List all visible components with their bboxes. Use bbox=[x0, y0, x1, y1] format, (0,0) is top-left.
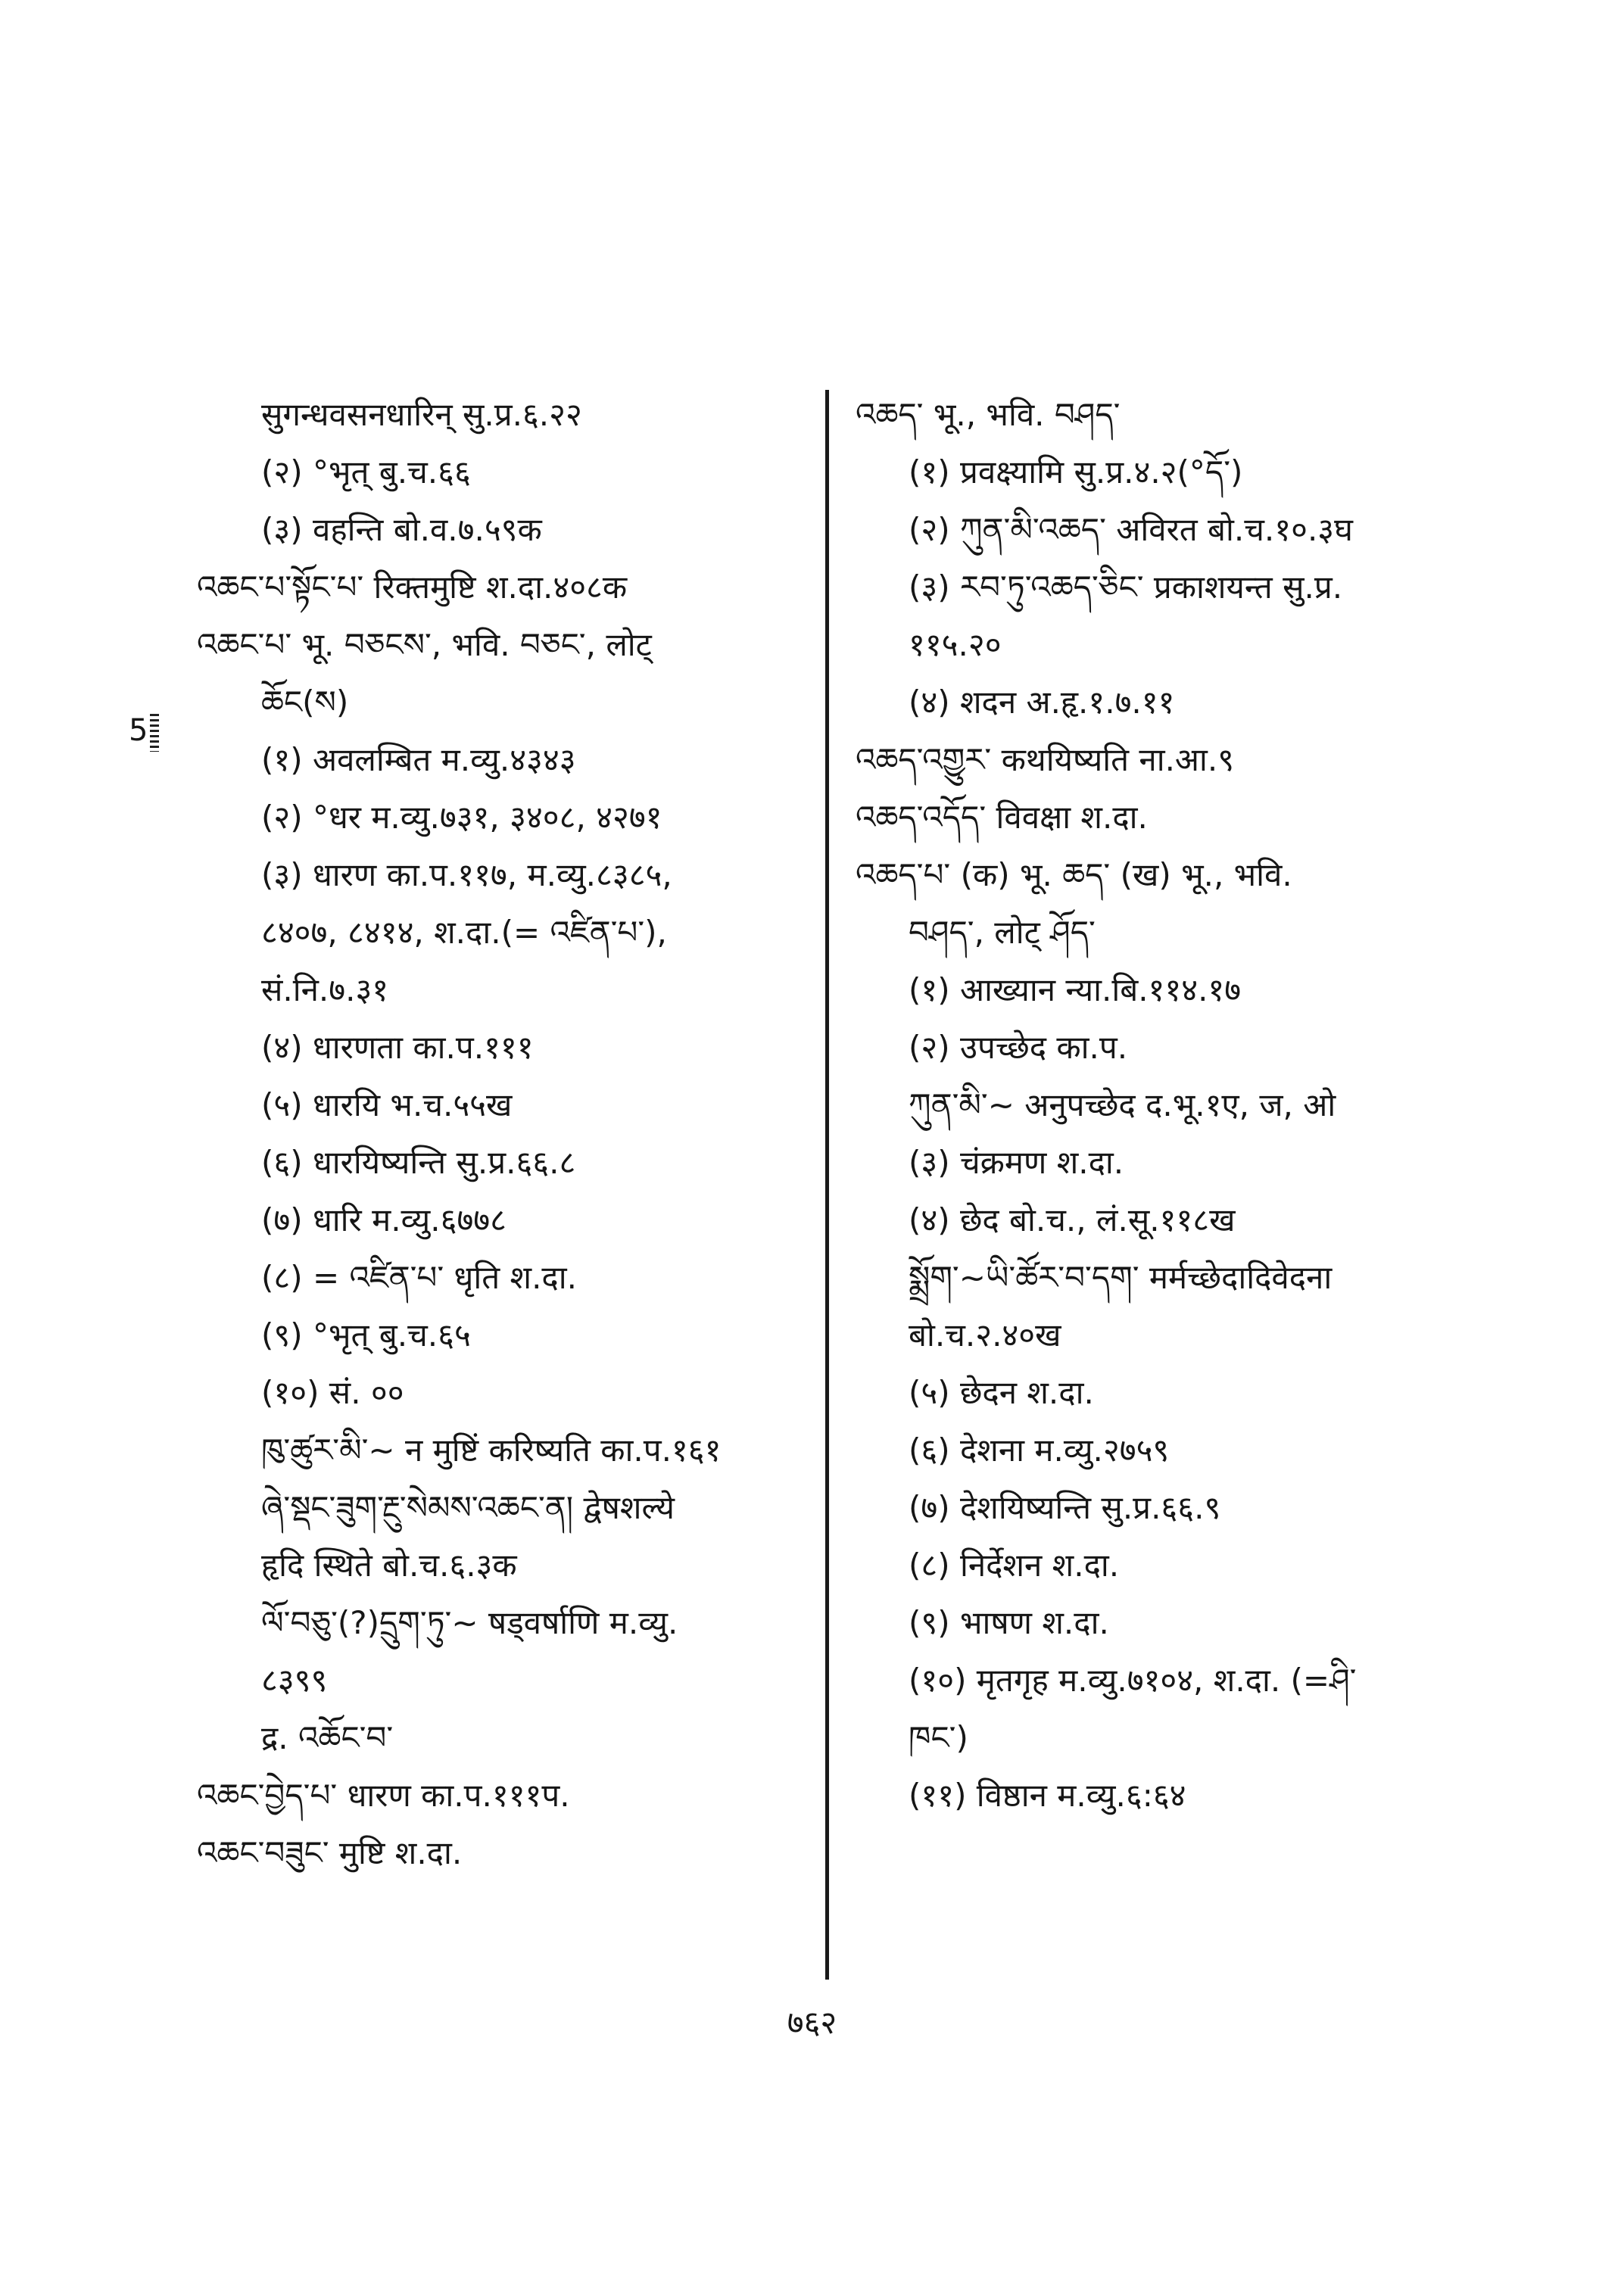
left-column bbox=[197, 386, 803, 1882]
right-column bbox=[856, 386, 1461, 1824]
left-entry-line: (९) °भृत् बु.च.६५ bbox=[261, 1316, 471, 1354]
right-entry-line: (६) देशना म.व्यु.२७५९ bbox=[909, 1432, 1170, 1469]
left-entry-line: འཆང་བཟུང་ मुष्टि श.दा. bbox=[197, 1834, 463, 1871]
right-entry-line: (८) निर्देशन श.दा. bbox=[909, 1547, 1120, 1584]
right-entry-line: (४) छेद बो.च., लं.सू.११८ख bbox=[909, 1201, 1236, 1238]
left-entry-line: (८) = འཛིན་པ་ धृति श.दा. bbox=[261, 1259, 577, 1296]
left-entry-line: (४) धारणता का.प.१११ bbox=[261, 1029, 534, 1066]
left-entry-line: (७) धारि म.व्यु.६७७८ bbox=[261, 1201, 507, 1238]
right-entry-line: (३) चंक्रमण श.दा. bbox=[909, 1144, 1124, 1181]
left-entry-line: (२) °भृत् बु.च.६६ bbox=[261, 453, 471, 491]
left-entry-line: (६) धारयिष्यन्ति सु.प्र.६६.८ bbox=[261, 1144, 576, 1181]
left-entry-line: (३) वहन्ति बो.व.७.५९क bbox=[261, 511, 542, 548]
left-entry-line: सं.नि.७.३१ bbox=[261, 971, 389, 1008]
right-entry-line: (१) प्रवक्ष्यामि सु.प्र.४.२(°དོ་) bbox=[909, 453, 1243, 491]
right-entry-line: (७) देशयिष्यन्ति सु.प्र.६६.९ bbox=[909, 1489, 1221, 1526]
right-entry-line: ཀུན་མི་~ अनुपच्छेद द.भू.१ए, ज, ओ bbox=[909, 1086, 1336, 1123]
left-entry-line: ८३९९ bbox=[261, 1662, 328, 1699]
left-entry-line: द्र. འཆོང་བ་ bbox=[261, 1719, 394, 1756]
left-entry-line: འཆང་བྱེད་པ་ धारण का.प.१११प. bbox=[197, 1777, 570, 1814]
right-entry-line: འཆད་པ་ (क) भू. ཆད་ (ख) भू., भवि. bbox=[856, 856, 1292, 893]
right-entry-line: འཆད་འགྱུར་ कथयिष्यति ना.आ.९ bbox=[856, 741, 1235, 778]
left-entry-line: (१) अवलम्बित म.व्यु.४३४३ bbox=[261, 741, 576, 778]
left-entry-line: འཆང་པ་སྟོང་པ་ रिक्तमुष्टि श.दा.४०८क bbox=[197, 569, 628, 606]
right-entry-line: ཁང་) bbox=[909, 1719, 968, 1756]
right-entry-line: (१०) मृतगृह म.व्यु.७१०४, श.दा. (=ཤི་ bbox=[909, 1662, 1357, 1699]
right-entry-line: (९) भाषण श.दा. bbox=[909, 1604, 1109, 1641]
left-entry-line: ८४०७, ८४१४, श.दा.(= འཛིན་པ་), bbox=[261, 914, 667, 951]
right-entry-line: ११५.२० bbox=[909, 626, 1002, 663]
right-entry-line: འཆད་འདོད་ विवक्षा श.दा. bbox=[856, 799, 1148, 836]
right-entry-line: (३) རབ་ཏུ་འཆད་ཅིང་ प्रकाशयन्त सु.प्र. bbox=[909, 569, 1343, 606]
left-entry-line: ཞེ་སྡང་ཟུག་རྔུ་སེམས་འཆང་ན། द्वेषशल्ये bbox=[261, 1489, 675, 1526]
margin-mark bbox=[129, 708, 159, 756]
left-entry-line: (५) धारयि भ.च.५५ख bbox=[261, 1086, 513, 1123]
right-entry-line: (५) छेदन श.दा. bbox=[909, 1374, 1094, 1411]
left-entry-line: ཁུ་ཚུར་མི་~ न मुष्टिं करिष्यति का.प.१६१ bbox=[261, 1432, 722, 1469]
right-entry-line: बो.च.२.४०ख bbox=[909, 1316, 1061, 1354]
right-entry-line: བཤད་, लोट् ཤོད་ bbox=[909, 914, 1096, 951]
left-entry-line: འཆང་པ་ भू. བཅངས་, भवि. བཅང་, लोट् bbox=[197, 626, 652, 663]
right-entry-line: སྨྲོག་~ཡི་ཚོར་བ་དག་ मर्मच्छेदादिवेदना bbox=[909, 1259, 1333, 1296]
right-entry-line: (१) आख्यान न्या.बि.११४.१७ bbox=[909, 971, 1242, 1008]
left-entry-line: (२) °धर म.व्यु.७३१, ३४०८, ४२७१ bbox=[261, 799, 662, 836]
right-entry-line: (२) उपच्छेद का.प. bbox=[909, 1029, 1128, 1066]
margin-mark-bars bbox=[150, 714, 159, 752]
left-entry-line: ལོ་བཅུ་(?)དྲུག་ཏུ་~ षड्वर्षाणि म.व्यु. bbox=[261, 1604, 678, 1641]
left-entry-line: (३) धारण का.प.११७, म.व्यु.८३८५, bbox=[261, 856, 672, 893]
right-entry-line: (४) शदन अ.हृ.१.७.११ bbox=[909, 684, 1175, 721]
left-entry-line: सुगन्धवसनधारिन् सु.प्र.६.२२ bbox=[261, 396, 582, 433]
left-entry-line: ཆོང(ས) bbox=[261, 684, 349, 721]
left-entry-line: (१०) सं. ०० bbox=[261, 1374, 404, 1411]
right-entry-line: འཆད་ भू., भवि. བཤད་ bbox=[856, 396, 1121, 433]
right-entry-line: (२) ཀུན་མི་འཆད་ अविरत बो.च.१०.३घ bbox=[909, 511, 1353, 548]
left-entry-line: हृदि स्थिते बो.च.६.३क bbox=[261, 1547, 517, 1584]
page-number: ७६२ bbox=[787, 2004, 837, 2041]
right-entry-line: (११) विष्ठान म.व्यु.६:६४ bbox=[909, 1777, 1186, 1814]
column-divider bbox=[825, 390, 829, 1980]
margin-mark-digit: 5 bbox=[129, 713, 148, 748]
